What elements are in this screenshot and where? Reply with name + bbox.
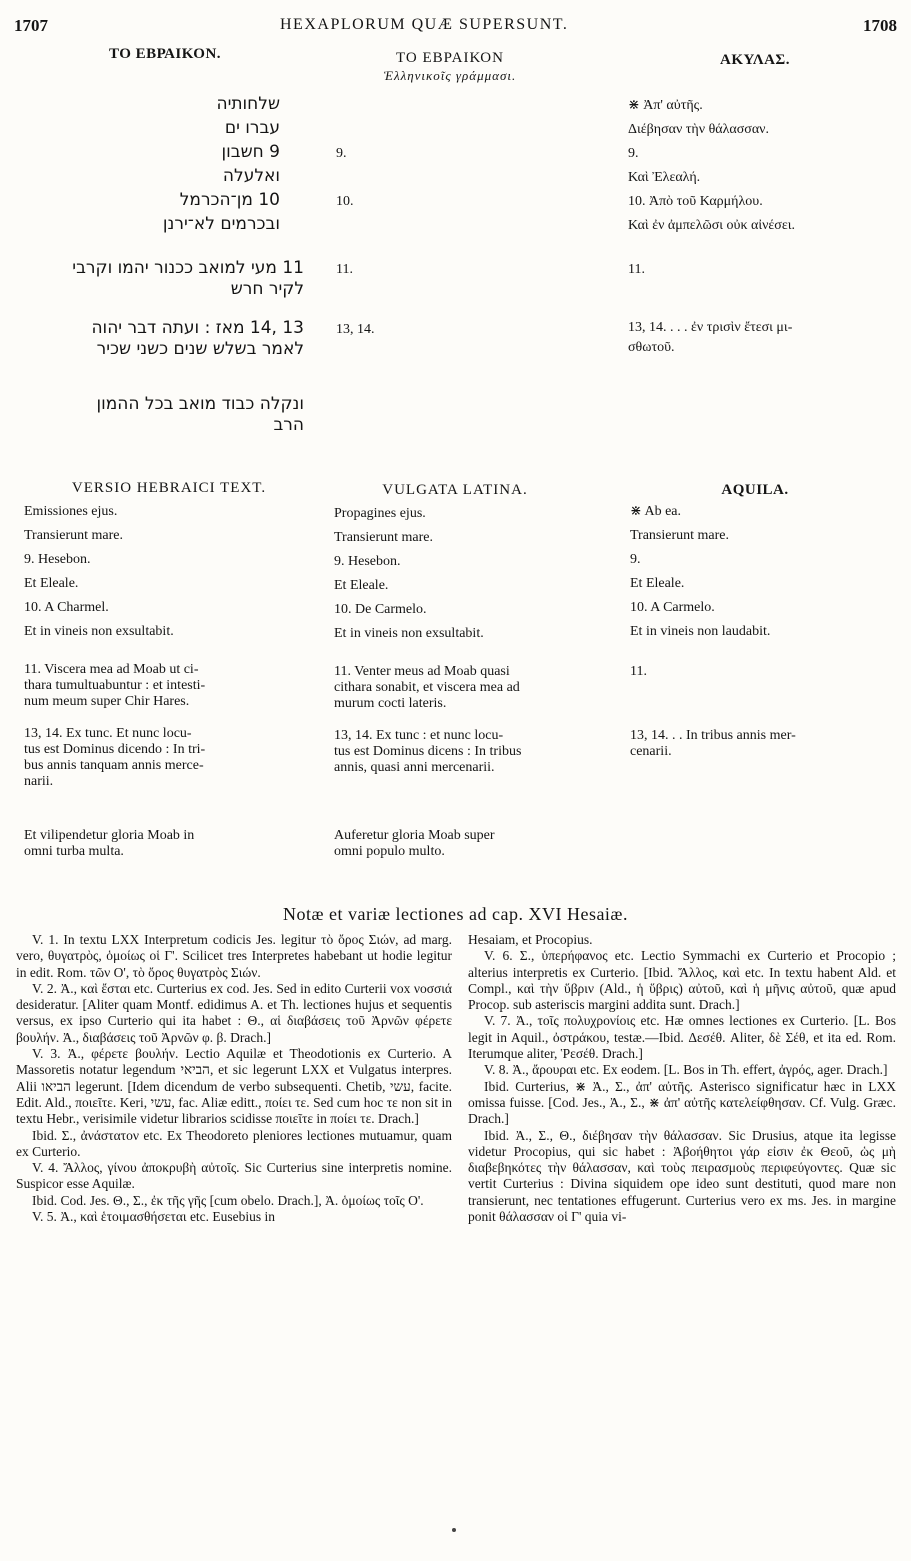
hebrew-line: לאמר בשלש שנים כשני שכיר [96, 339, 304, 359]
latin-line: Et Eleale. [630, 576, 685, 591]
greek-line: 10. Ἀπὸ τοῦ Καρμήλου. [628, 194, 763, 209]
aquila-latin-verse-11: 11. [630, 664, 647, 679]
translit-column-head: ΤΟ ΕΒΡΑΙΚΟΝ [396, 50, 504, 66]
latin-line: 11. Venter meus ad Moab quasi [334, 664, 510, 679]
page-header [0, 16, 911, 40]
latin-line: 10. A Carmelo. [630, 600, 715, 615]
latin-line: tus est Dominus dicendo : In tri- [24, 742, 206, 757]
versio-lines [24, 500, 314, 644]
hebrew-verse-11 [14, 258, 304, 300]
translit-verse-number: 11. [336, 262, 353, 277]
latin-line: 13, 14. . . In tribus annis mer- [630, 728, 796, 743]
note-paragraph: Hesaiam, et Procopius. [468, 932, 593, 947]
vulgata-verse-11 [334, 664, 596, 712]
latin-line: Et in vineis non exsultabit. [334, 626, 484, 641]
latin-line: Transierunt mare. [630, 528, 730, 543]
note-paragraph: V. 2. Ἀ., καὶ ἔσται etc. Curterius ex cod. Jes. Sed in edito Curterii vox νοσσιά desideratur. [Aliter quam Montf. edidimus A. et Th. lectiones hujus et sequentis versus, ex ipso Curterio qui ita habet : Θ., αἱ διαβάσεις τοῦ Ἀρνῶν φέρετε βουλήν. Ἀ., διαβάσεις τοῦ Ἀρνῶν φ. β. Drach.] [16, 980, 452, 1045]
hebrew-line: הרב [273, 415, 304, 435]
notes-left-column [16, 932, 452, 1225]
greek-line: σθωτοῦ. [628, 340, 675, 355]
aquila-latin-column-head: AQUILA. [721, 482, 789, 498]
hebrew-column-head: ΤΟ ΕΒΡΑΙΚΟΝ. [108, 46, 222, 62]
aquila-latin-verse-13 [630, 728, 890, 760]
latin-line: Et vilipendetur gloria Moab in [24, 828, 195, 843]
greek-line: Καὶ ἐν ἀμπελῶσι οὐκ αἰνέσει. [628, 218, 795, 233]
latin-line: 11. Viscera mea ad Moab ut ci- [24, 662, 199, 677]
latin-line: tus est Dominus dicens : In tribus [334, 744, 522, 759]
greek-line: 13, 14. . . . ἐν τρισὶν ἔτεσι μι- [628, 320, 793, 335]
note-paragraph: V. 5. Ἀ., καὶ ἑτοιμασθήσεται etc. Eusebius in [32, 1209, 276, 1225]
aquila-greek-block [628, 94, 898, 238]
vulgata-verse-13 [334, 728, 596, 776]
latin-line: Transierunt mare. [334, 530, 434, 545]
latin-line: thara tumultuabuntur : et intesti- [24, 678, 206, 693]
printer-mark [452, 1528, 456, 1532]
latin-line: Et Eleale. [334, 578, 389, 593]
latin-line: 9. Hesebon. [24, 552, 91, 567]
note-paragraph: Ibid. Curterius, ⋇ Ἀ., Σ., ἀπ' αὐτῆς. Asterisco significatur hæc in LXX omissa fuisse. [Cod. Jes., Ἀ., Σ., ⋇ ἀπ' αὐτῆς κατελείφθησαν. Cf. Vulg. Græc. Drach.] [468, 1078, 896, 1127]
vulgata-lines [334, 502, 604, 646]
hebrew-line: 13 ,14 מאז : ועתה דבר יהוה [91, 318, 304, 338]
note-paragraph: Ibid. Σ., ἀνάστατον etc. Ex Theodoreto pleniores lectiones mutuamur, quam ex Curterio. [16, 1127, 452, 1159]
hebrew-text-block [60, 92, 280, 236]
note-paragraph: V. 3. Ἀ., φέρετε βουλήν. Lectio Aquilæ et Theodotionis ex Curterio. A Massoretis notatur legendum הביאי, et sic legerunt LXX et Vulgatus interpres. Alii הביאו legerunt. [Idem dicendum de verbo subsequenti. Chetib, עשי, facite. Edit. Ald., ποιεῖτε. Keri, עשי, fac. Aliæ editt., ποίει τε. Sed cum hoc τε non sit in textu Hebr., verisimile videtur librarios scidisse ποιεῖτε in ποίει τε. Drach.] [16, 1046, 452, 1127]
latin-line: num meum super Chir Hares. [24, 694, 190, 709]
latin-line: narii. [24, 774, 54, 789]
hebrew-line: שלחותיה [216, 94, 280, 114]
latin-line: omni turba multa. [24, 844, 124, 859]
vulgata-verse-last [334, 828, 596, 860]
translit-verse-number: 10. [336, 194, 354, 209]
notes-title: Notæ et variæ lectiones ad cap. XVI Hesaiæ. [283, 904, 628, 924]
latin-line: 9. Hesebon. [334, 554, 401, 569]
latin-line: 10. A Charmel. [24, 600, 109, 615]
greek-line: 9. [628, 146, 639, 161]
versio-verse-last [24, 828, 302, 860]
hebrew-line: 9 חשבון [221, 142, 280, 162]
hebrew-line: ואלעלה [222, 166, 280, 186]
note-paragraph: V. 4. Ἄλλος, γίνου ἀποκρυβὴ αὐτοῖς. Sic Curterius sine interpretis nomine. Suspicor esse Aquilæ. [16, 1160, 452, 1192]
note-paragraph: V. 8. Ἀ., ἄρουραι etc. Ex eodem. [L. Bos in Th. effert, ἀγρός, ager. Drach.] [484, 1062, 888, 1078]
note-paragraph: V. 7. Ἀ., τοῖς πολυχρονίοις etc. Hæ omnes lectiones ex Curterio. [L. Bos legit in Aquil., ὀστράκου, testæ.—Ibid. Δεσέθ. Aliter, δὲ Σέθ, et ita ed. Rom. Iterumque aliter, Ῥεσέθ. Drach.] [468, 1013, 896, 1062]
greek-line: ⋇ Ἀπ' αὐτῆς. [628, 98, 703, 113]
note-paragraph: V. 1. In textu LXX Interpretum codicis Jes. legitur τὸ ὄρος Σιών, ad marg. vero, θυγατρὸς, ὁμοίως οἱ Γ'. Scilicet tres Interpretes habebant ut hodie legitur in edit. Rom. τῶν Ο', τὸ ὄρος θυγατρὸς Σιών. [16, 932, 452, 980]
note-paragraph: V. 6. Σ., ὑπερήφανος etc. Lectio Symmachi ex Curterio et Procopio ; alterius interpretis ex Curterio. [Ibid. Ἄλλος, καὶ etc. In textu habent Ald. et Compl., καὶ τὴν ὕβριν (Ald., ἡ ὕβρις) αὐτοῦ, καὶ ἡ μῆνις αὐτοῦ, quæ apud Procop. sub asteriscis margini addita sunt. Drach.] [468, 948, 896, 1013]
aquila-greek-column-head: ΑΚΥΛΑΣ. [720, 52, 790, 68]
note-paragraph: Ibid. Cod. Jes. Θ., Σ., ἐκ τῆς γῆς [cum obelo. Drach.], Ἀ. ὁμοίως τοῖς Ο'. [32, 1192, 424, 1208]
latin-line: cenarii. [630, 744, 672, 759]
versio-verse-13 [24, 726, 302, 790]
aquila-latin-lines [630, 500, 890, 644]
aquila-greek-verse-11: 11. [628, 262, 645, 277]
versio-column-head: VERSIO HEBRAICI TEXT. [71, 480, 267, 496]
hebrew-line: 10 מן־הכרמל [179, 190, 280, 210]
vulgata-column-head: VULGATA LATINA. [382, 482, 528, 498]
hebrew-line: ונקלה כבוד מואב בכל ההמון [96, 394, 304, 414]
running-title: HEXAPLORUM QUÆ SUPERSUNT. [280, 16, 569, 33]
greek-line: Καὶ Ἐλεαλή. [628, 170, 701, 185]
latin-line: 13, 14. Ex tunc. Et nunc locu- [24, 726, 192, 741]
translit-verse-number: 13, 14. [336, 322, 375, 337]
hebrew-line: לקיר חרש [230, 279, 304, 299]
latin-line: murum cocti lateris. [334, 696, 447, 711]
notes-right-column [468, 932, 896, 1225]
latin-line: cithara sonabit, et viscera mea ad [334, 680, 520, 695]
hebrew-line: 11 מעי למואב ככנור יהמו וקרבי [72, 258, 304, 278]
latin-line: Transierunt mare. [24, 528, 124, 543]
latin-line: Propagines ejus. [334, 506, 426, 521]
hebrew-verse-13 [14, 318, 304, 360]
hebrew-line: ובכרמים לא־ירנן [162, 214, 280, 234]
latin-line: annis, quasi anni mercenarii. [334, 760, 495, 775]
hebrew-line: עברו ים [224, 118, 280, 138]
latin-line: Et in vineis non exsultabit. [24, 624, 174, 639]
translit-column-subhead: Ἑλληνικοῖς γράμμασι. [383, 68, 517, 83]
versio-verse-11 [24, 662, 302, 710]
latin-line: Et in vineis non laudabit. [630, 624, 771, 639]
greek-line: Διέβησαν τὴν θάλασσαν. [628, 122, 770, 137]
latin-line: Auferetur gloria Moab super [334, 828, 495, 843]
latin-line: 9. [630, 552, 641, 567]
latin-line: Emissiones ejus. [24, 504, 118, 519]
translit-verse-number: 9. [336, 146, 347, 161]
latin-line: Et Eleale. [24, 576, 79, 591]
latin-line: bus annis tanquam annis merce- [24, 758, 204, 773]
hebrew-verse-last [14, 394, 304, 436]
note-paragraph: Ibid. Ἀ., Σ., Θ., διέβησαν τὴν θάλασσαν. Sic Drusius, atque ita legisse videtur Procopius, qui sic habet : Ἀβοήθητοι γάρ εἰσιν ἐκ Θεοῦ, ὡς μὴ διαβεβηκότες τὴν θάλασσαν, καὶ τοὺς πειρασμοὺς περιφεύγοντες. Quæ sic vertit Curterius : Divina siquidem ope ideo sunt destituti, quod mare non transierunt, nec tentationes effugerunt. Curterius vero ex ms. Jes. in margine ponit θάλασσαν οἱ Γ' quia vi- [468, 1127, 896, 1225]
latin-line: 10. De Carmelo. [334, 602, 427, 617]
latin-line: 13, 14. Ex tunc : et nunc locu- [334, 728, 504, 743]
latin-line: ⋇ Ab ea. [630, 504, 681, 519]
page-number-right: 1708 [863, 16, 897, 35]
latin-line: omni populo multo. [334, 844, 445, 859]
aquila-greek-verse-13 [628, 318, 896, 358]
page-number-left: 1707 [14, 16, 48, 35]
